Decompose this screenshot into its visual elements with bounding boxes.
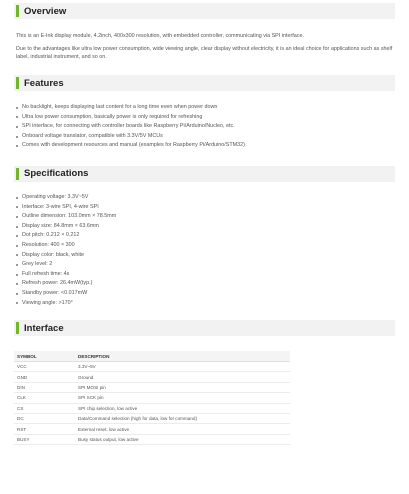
list-item: Display size: 84.8mm × 63.6mm xyxy=(16,222,395,232)
list-item: Comes with development resources and manual (examples for Raspberry Pi/Arduino/STM32) xyxy=(16,141,395,151)
heading-accent-bar xyxy=(16,5,19,17)
features-heading xyxy=(14,75,395,91)
symbol-column-header: SYMBOL xyxy=(14,351,75,362)
specifications-heading xyxy=(14,166,395,182)
list-item: Onboard voltage translator, compatible with 3.3V/5V MCUs xyxy=(16,132,395,142)
description-cell: Ground xyxy=(75,372,290,382)
list-item: Full refresh time: 4s xyxy=(16,270,395,280)
description-cell: External reset, low active xyxy=(75,424,290,434)
list-item: Refresh power: 26.4mW(typ.) xyxy=(16,279,395,289)
list-item: Dot pitch: 0.212 × 0.212 xyxy=(16,231,395,241)
heading-accent-bar xyxy=(16,168,19,180)
description-cell: SPI SCK pin xyxy=(75,393,290,403)
symbol-cell: CS xyxy=(14,403,75,413)
list-item: Operating voltage: 3.3V~5V xyxy=(16,193,395,203)
table-row xyxy=(14,382,290,392)
symbol-cell: DC xyxy=(14,414,75,424)
features-title: Features xyxy=(24,77,64,89)
table-row xyxy=(14,393,290,403)
heading-accent-bar xyxy=(16,77,19,89)
table-row xyxy=(14,414,290,424)
list-item: No backlight, keeps displaying last content for a long time even when power down xyxy=(16,103,395,113)
heading-accent-bar xyxy=(16,322,19,334)
list-item: Grey level: 2 xyxy=(16,260,395,270)
symbol-cell: RST xyxy=(14,424,75,434)
table-header-row xyxy=(14,351,290,362)
list-item: Ultra low power consumption, basically power is only required for refreshing xyxy=(16,113,395,123)
description-cell: Data/Command selection (high for data, low for command) xyxy=(75,414,290,424)
description-column-header: DESCRIPTION xyxy=(75,351,290,362)
table-row xyxy=(14,372,290,382)
list-item: Standby power: <0.017mW xyxy=(16,289,395,299)
overview-title: Overview xyxy=(24,5,67,17)
interface-heading xyxy=(14,320,395,336)
overview-paragraph-2: Due to the advantages like ultra low power consumption, wide viewing angle, clear display without electricity, it is an ideal choice for applications such as shelf label, industrial instrument, and so on. xyxy=(16,46,393,60)
description-cell: 3.3V~5V xyxy=(75,362,290,372)
list-item: Viewing angle: >170° xyxy=(16,299,395,309)
table-row xyxy=(14,403,290,413)
description-cell: SPI chip selection, low active xyxy=(75,403,290,413)
overview-heading xyxy=(14,3,395,19)
list-item: Outline dimension: 103.0mm × 78.5mm xyxy=(16,212,395,222)
interface-title: Interface xyxy=(24,322,64,334)
description-cell: SPI MOSI pin xyxy=(75,382,290,392)
table-row xyxy=(14,362,290,372)
features-list xyxy=(16,103,395,151)
table-row xyxy=(14,434,290,444)
specifications-list xyxy=(16,193,395,308)
overview-paragraph-1: This is an E-Ink display module, 4.2inch, 400x300 resolution, with embedded controller, communicating via SPI interface. xyxy=(16,33,304,39)
specifications-title: Specifications xyxy=(24,168,89,180)
list-item: SPI interface, for connecting with controller boards like Raspberry Pi/Arduino/Nucleo, etc. xyxy=(16,122,395,132)
description-cell: Busy status output, low active xyxy=(75,434,290,444)
symbol-cell: GND xyxy=(14,372,75,382)
interface-table xyxy=(14,351,290,445)
symbol-cell: DIN xyxy=(14,382,75,392)
table-row xyxy=(14,424,290,434)
product-page xyxy=(0,3,409,494)
symbol-cell: BUSY xyxy=(14,434,75,444)
list-item: Interface: 3-wire SPI, 4-wire SPI xyxy=(16,203,395,213)
list-item: Resolution: 400 × 300 xyxy=(16,241,395,251)
symbol-cell: CLK xyxy=(14,393,75,403)
list-item: Display color: black, white xyxy=(16,251,395,261)
symbol-cell: VCC xyxy=(14,362,75,372)
